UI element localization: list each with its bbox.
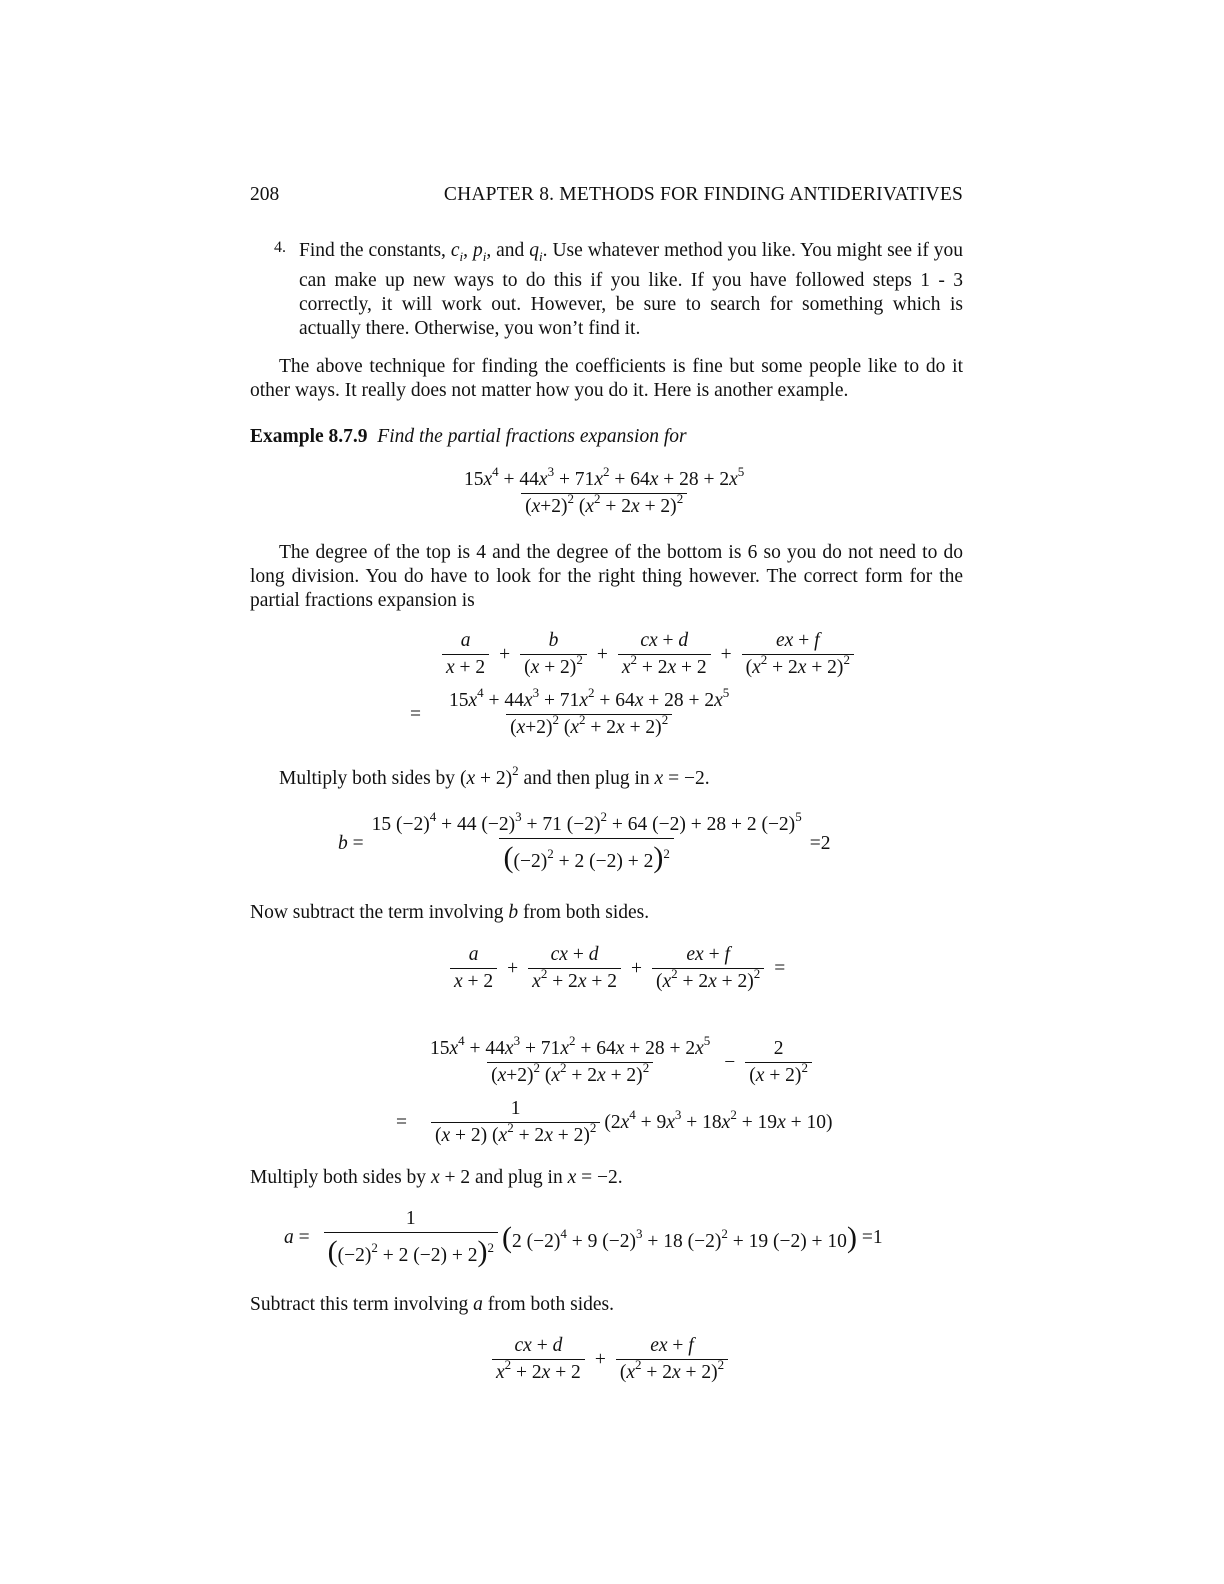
list-item-number: 4. xyxy=(274,239,286,256)
paragraph-subtract-b: Now subtract the term involving b from both sides. xyxy=(250,902,650,923)
equation-after-subtract-b: $\frac{a}{x + 2}$ + $\frac{cx + d}{x^2 + 2x + 2}$ + $\frac{ex + f}{(x^2 + 2x + 2)^2}$ = xyxy=(446,942,791,995)
equation-b-value: b = $\frac{15 (-2)^4 + 44 (-2)^3 + 71 (-2)^2 + 64 (-2) + 28 + 2 (-2)^5}{((-2)^2 + 2 (-2) + 2)^2}$ = 2 xyxy=(338,809,831,874)
equation-given-fraction: $\frac{15x^4 + 44x^3 + 71x^2 + 64x + 28 + 2x^5}{(x+2)^2 (x^2 + 2x + 2)^2}$ xyxy=(456,467,752,520)
equation-partial-form-rhs: = $\frac{15x^4 + 44x^3 + 71x^2 + 64x + 28 + 2x^5}{(x+2)^2 (x^2 + 2x + 2)^2}$ xyxy=(404,688,737,741)
equation-remaining-terms: $\frac{cx + d}{x^2 + 2x + 2}$ + $\frac{ex + f}{(x^2 + 2x + 2)^2}$ xyxy=(488,1333,732,1386)
equation-simplified: = $\frac{1}{(x + 2) (x^2 + 2x + 2)^2}$ $(2x^4 + 9x^3 + 18x^2 + 19x + 10)$ xyxy=(390,1096,832,1149)
equation-difference: $\frac{15x^4 + 44x^3 + 71x^2 + 64x + 28 + 2x^5}{(x+2)^2 (x^2 + 2x + 2)^2}$ − $\frac{2}{(x + 2)^2}$ xyxy=(422,1036,816,1089)
paragraph-subtract-a: Subtract this term involving a from both sides. xyxy=(250,1294,614,1315)
paragraph-multiply-b: Multiply both sides by $(x + 2)^2$ and then plug in x = −2. xyxy=(279,763,710,789)
paragraph-technique: The above technique for finding the coefficients is fine but some people like to do it other ways. It really does not matter how you do it. Here is another example. xyxy=(250,356,963,401)
paragraph-multiply-a: Multiply both sides by x + 2 and plug in x = −2. xyxy=(250,1167,623,1188)
a-result: 1 xyxy=(872,1226,883,1248)
page-number: 208 xyxy=(250,184,280,205)
paragraph-degree: The degree of the top is 4 and the degree of the bottom is 6 so you do not need to do long division. You do have to look for the right thing however. The correct form for the partial fractions expansion is xyxy=(250,542,963,611)
running-head: CHAPTER 8. METHODS FOR FINDING ANTIDERIVATIVES xyxy=(443,184,963,205)
example-heading xyxy=(250,425,687,449)
b-result: 2 xyxy=(820,832,831,854)
example-statement: Find the partial fractions expansion for xyxy=(377,426,687,447)
equation-a-value: a = $\frac{1}{((-2)^2 + 2 (-2) + 2)^2}$ (2 $(-2)^4 + 9$ $(-2)^3 + 18$ $(-2)^2 + 19$ (−2) + 10) = 1 xyxy=(284,1208,883,1268)
equation-partial-form: $\frac{a}{x + 2}$ + $\frac{b}{(x + 2)^2}$ + $\frac{cx + d}{x^2 + 2x + 2}$ + $\frac{ex + f}{(x^2 + 2x + 2)^2}$ xyxy=(438,628,858,681)
list-item-4 xyxy=(250,239,963,341)
example-label: Example 8.7.9 xyxy=(250,426,368,447)
list-item-text: Find the constants, $c_i$, $p_i$, and $q_i$. Use whatever method you like. You might see if you can make up new ways to do this if you like. If you have followed steps 1 - 3 correctly, it will work out. However, be sure to search for something which is actually there. Otherwise, you won’t find it. xyxy=(299,240,964,339)
